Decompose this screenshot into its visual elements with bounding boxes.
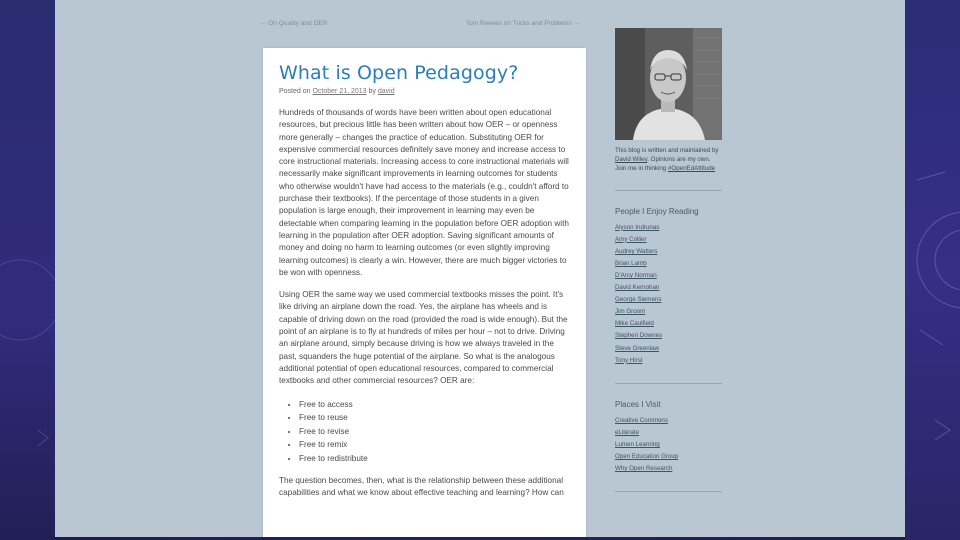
list-item: • Free to reuse: [299, 411, 570, 425]
list-item[interactable]: Steve Greenlaw: [615, 344, 660, 352]
author-link[interactable]: david: [377, 88, 395, 95]
list-item[interactable]: Alyson Indrunas: [615, 223, 660, 231]
by-label: by: [368, 88, 376, 95]
browser-screenshot: [55, 0, 905, 537]
post-date-link[interactable]: October 21, 2013: [312, 88, 367, 95]
list-item[interactable]: Tony Hirst: [615, 356, 643, 364]
post-paragraph-2: Using OER the same way we used commercial textbooks misses the point. It's like driving an airplane down the road. Yes, the airplane has wheels and is capable of driving down on the road (provided the road is wide enough). But the point of an airplane is to fly at hundreds of miles per hour – not to drive. Driving an airplane around, simply because driving is how we always traveled in the past, squanders the huge potential of the airplane. So what is the analogous additional potential of open educational resources, compared to commercial textbooks and other commercial resources? OER are:: [279, 290, 568, 386]
post-paragraph-1: Hundreds of thousands of words have been written about open educational resources, but precious little has been written about how OER – or openness more generally – changes the practice of education. Substituting OER for expensive commercial resources definitely save money and increase access to core instructional materials. Increasing access to core instructional materials will necessarily make significant improvements in learning outcomes for students who otherwise wouldn't have had access to the materials (e.g., couldn't afford to purchase their textbooks). If the percentage of those students in a given population is large enough, their improvement in learning may even be detectable when comparing learning in the population before OER adoption with learning in the population after OER adoption. Saving significant amounts of money and doing no harm to learning outcomes (or even slightly improving learning outcomes) is clearly a win. However, there are much bigger victories to be won with openness.: [279, 108, 569, 277]
places-widget-title: Places I Visit: [615, 399, 661, 409]
blog-post: [263, 48, 586, 537]
list-item[interactable]: D'Arcy Norman: [615, 271, 657, 279]
post-title[interactable]: What is Open Pedagogy?: [279, 62, 519, 84]
bio-author-link[interactable]: David Wiley: [615, 156, 648, 164]
sidebar-divider: [615, 491, 722, 492]
places-list: [615, 415, 725, 475]
post-navigation: [260, 20, 580, 27]
list-item[interactable]: David Kernohan: [615, 284, 660, 292]
sidebar-divider: [615, 383, 722, 384]
author-photo: [615, 28, 722, 140]
sidebar: [615, 28, 725, 508]
list-item: • Free to redistribute: [299, 452, 570, 466]
list-item[interactable]: Audrey Watters: [615, 247, 658, 255]
list-item[interactable]: Why Open Research: [615, 465, 673, 473]
bio-rest: . Opinions are my own. Join me in thinking: [615, 156, 711, 173]
list-item: • Free to revise: [299, 425, 570, 439]
list-item: • Free to access: [299, 398, 570, 412]
prev-post-link[interactable]: ← On Quality and OER: [260, 20, 328, 27]
list-item[interactable]: Open Education Group: [615, 453, 679, 461]
list-item[interactable]: Lumen Learning: [615, 440, 660, 448]
post-meta: [279, 88, 570, 95]
posted-label: Posted on: [279, 88, 311, 95]
list-item[interactable]: Jim Groom: [615, 308, 646, 316]
slide-decoration-left: [0, 0, 55, 540]
sidebar-divider: [615, 190, 722, 191]
author-bio: [615, 146, 720, 174]
list-item[interactable]: Stephen Downes: [615, 332, 663, 340]
list-item[interactable]: Amy Collier: [615, 235, 647, 243]
slide-decoration-right: [905, 0, 960, 540]
list-item[interactable]: Mike Caulfield: [615, 320, 654, 328]
reading-widget-title: People I Enjoy Reading: [615, 206, 699, 216]
list-item[interactable]: Creative Commons: [615, 416, 668, 424]
list-item[interactable]: Brian Lamb: [615, 259, 647, 267]
hashtag-link[interactable]: #OpenEdAttitude: [667, 165, 716, 173]
next-post-link[interactable]: Tom Reeves on Tricks and Problems →: [465, 20, 580, 27]
list-item[interactable]: George Siemens: [615, 296, 662, 304]
oer-freedoms-list: [279, 398, 570, 466]
list-item[interactable]: eLiterate: [615, 428, 640, 436]
list-item: • Free to remix: [299, 438, 570, 452]
bio-text: This blog is written and maintained by: [615, 147, 719, 154]
reading-list: [615, 222, 725, 367]
post-paragraph-3: The question becomes, then, what is the relationship between these additional capabilities and what we know about effective teaching and learning? How can: [279, 476, 564, 498]
